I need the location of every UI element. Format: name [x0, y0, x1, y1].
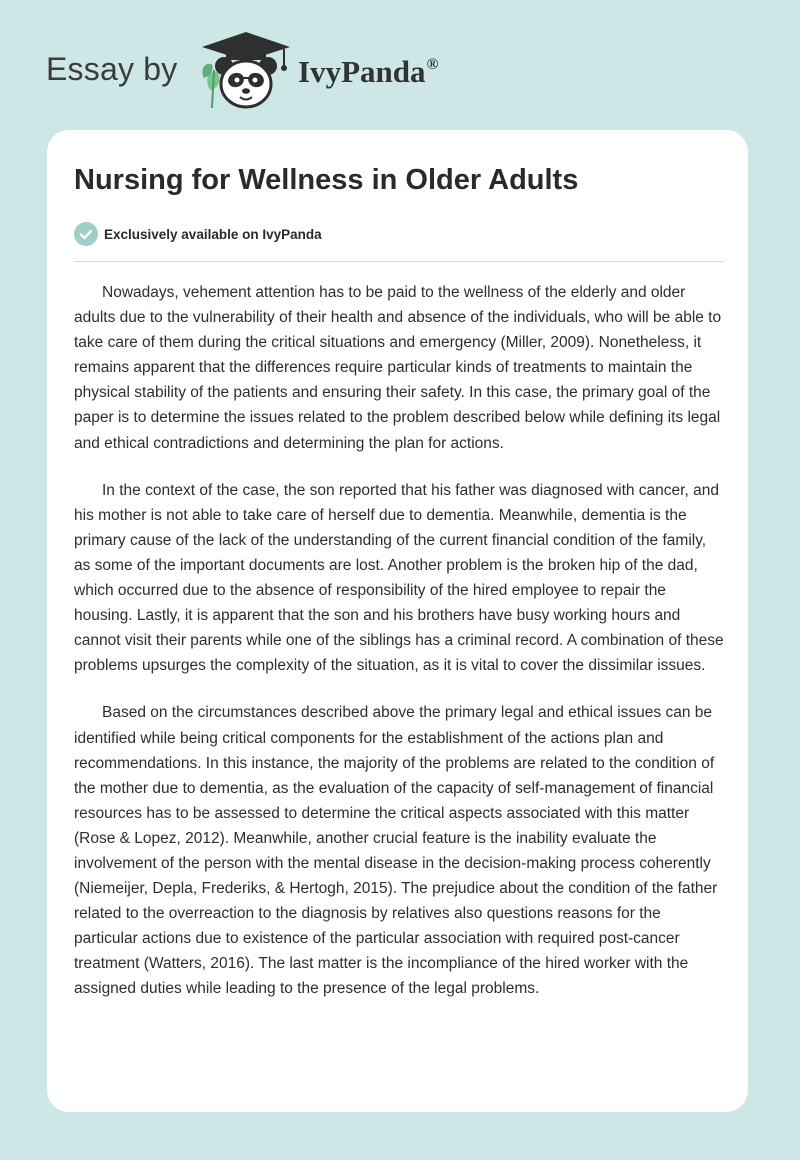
site-header [46, 30, 646, 120]
check-circle-icon [74, 222, 98, 246]
brand-name[interactable] [298, 54, 438, 90]
essay-paragraph-1: Nowadays, vehement attention has to be paid to the wellness of the elderly and older adults due to the vulnerability of their health and absence of the individuals, who will be able to take care of them during the critical situations and emergency (Miller, 2009). Nonetheless, it remains apparent that the differences require particular kinds of treatments to maintain the physical stability of the patients and ensuring their safety. In this case, the primary goal of the paper is to determine the issues related to the problem described below while defining its legal and ethical contradictions and determining the plan for actions. [74, 284, 722, 452]
panda-graduate-logo-icon[interactable] [200, 30, 292, 112]
essay-card [47, 130, 748, 1112]
page-title: Nursing for Wellness in Older Adults [74, 164, 579, 196]
brand-name-text: IvyPanda [298, 54, 426, 89]
essay-paragraph-3: Based on the circumstances described above the primary legal and ethical issues can be identified while being critical components for the establishment of the actions plan and recommendations. In this instance, the majority of the problems are related to the condition of the mother due to dementia, as the evaluation of the capacity of self-management of financial resources has to be assessed to determine the critical aspects associated with this matter (Rose & Lopez, 2012). Meanwhile, another crucial feature is the inability evaluate the involvement of the person with the mental disease in the decision-making process coherently (Niemeijer, Depla, Frederiks, & Hertogh, 2015). The prejudice about the condition of the father related to the overreaction to the diagnosis by relatives also questions reasons for the particular actions due to existence of the particular association with required post-cancer treatment (Watters, 2016). The last matter is the incompliance of the hired worker with the assigned duties while leading to the presence of the legal problems. [74, 704, 718, 998]
exclusive-badge [74, 222, 322, 246]
title-divider [74, 261, 723, 262]
essay-by-label: Essay by [46, 51, 178, 87]
exclusive-label: Exclusively available on IvyPanda [104, 226, 322, 242]
essay-paragraph-2: In the context of the case, the son reported that his father was diagnosed with cancer, and his mother is not able to take care of herself due to dementia. Meanwhile, dementia is the primary cause of the lack of the understanding of the current financial condition of the family, as some of the important documents are lost. Another problem is the broken hip of the dad, which occurred due to the absence of responsibility of the hired employee to repair the housing. Lastly, it is apparent that the son and his brothers have busy working hours and cannot visit their parents while one of the siblings has a criminal record. A combination of these problems upsurges the complexity of the situation, as it is vital to cover the dissimilar issues. [74, 481, 724, 675]
essay-body [74, 280, 726, 1024]
registered-mark: ® [426, 56, 439, 73]
